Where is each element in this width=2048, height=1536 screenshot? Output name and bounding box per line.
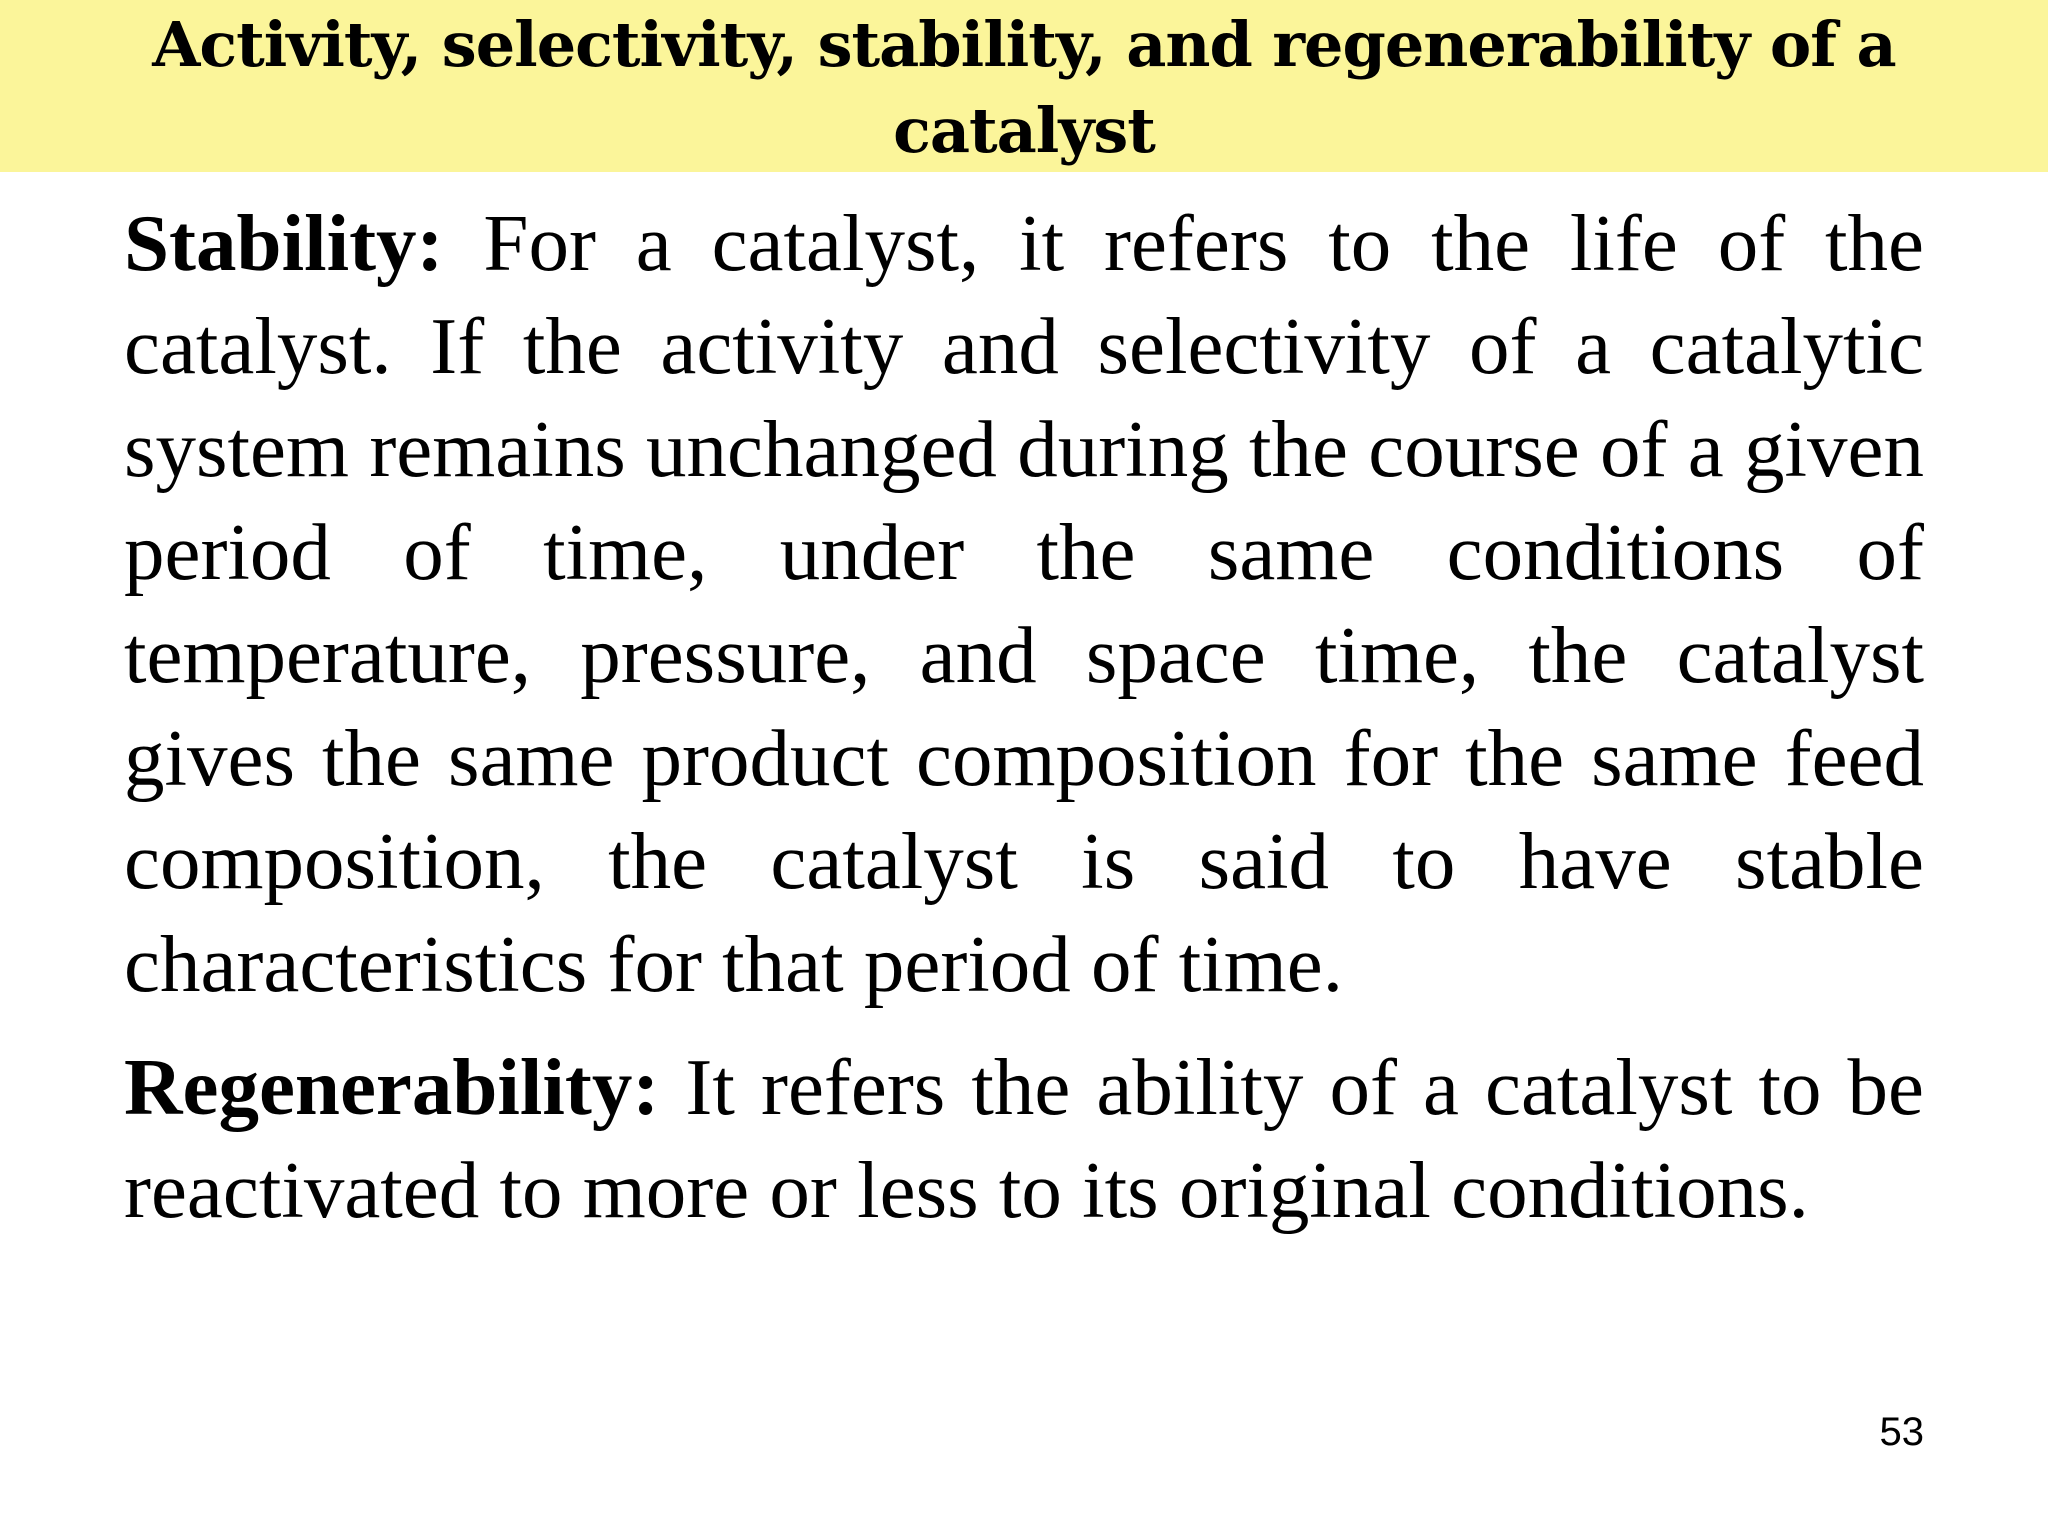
- regenerability-definition: It refers the ability of a catalyst to be reactivated to more or less to its original conditions.: [124, 1042, 1924, 1235]
- stability-paragraph: [124, 192, 1924, 1016]
- slide-title: Activity, selectivity, stability, and regenerability of a catalyst: [152, 8, 1896, 167]
- title-band: [0, 0, 2048, 172]
- regenerability-term: Regenerability:: [124, 1042, 660, 1132]
- stability-definition: For a catalyst, it refers to the life of the catalyst. If the activity and selectivity of a catalytic system remains unchanged during the course of a given period of time, under the same conditions of temperature, pressure, and space time, the catalyst gives the same product composition for the same feed composition, the catalyst is said to have stable characteristics for that period of time.: [124, 198, 1924, 1009]
- regenerability-paragraph: [124, 1036, 1924, 1242]
- page-number: 53: [1879, 1410, 1924, 1454]
- stability-term: Stability:: [124, 198, 444, 288]
- slide-body: [124, 192, 1924, 1242]
